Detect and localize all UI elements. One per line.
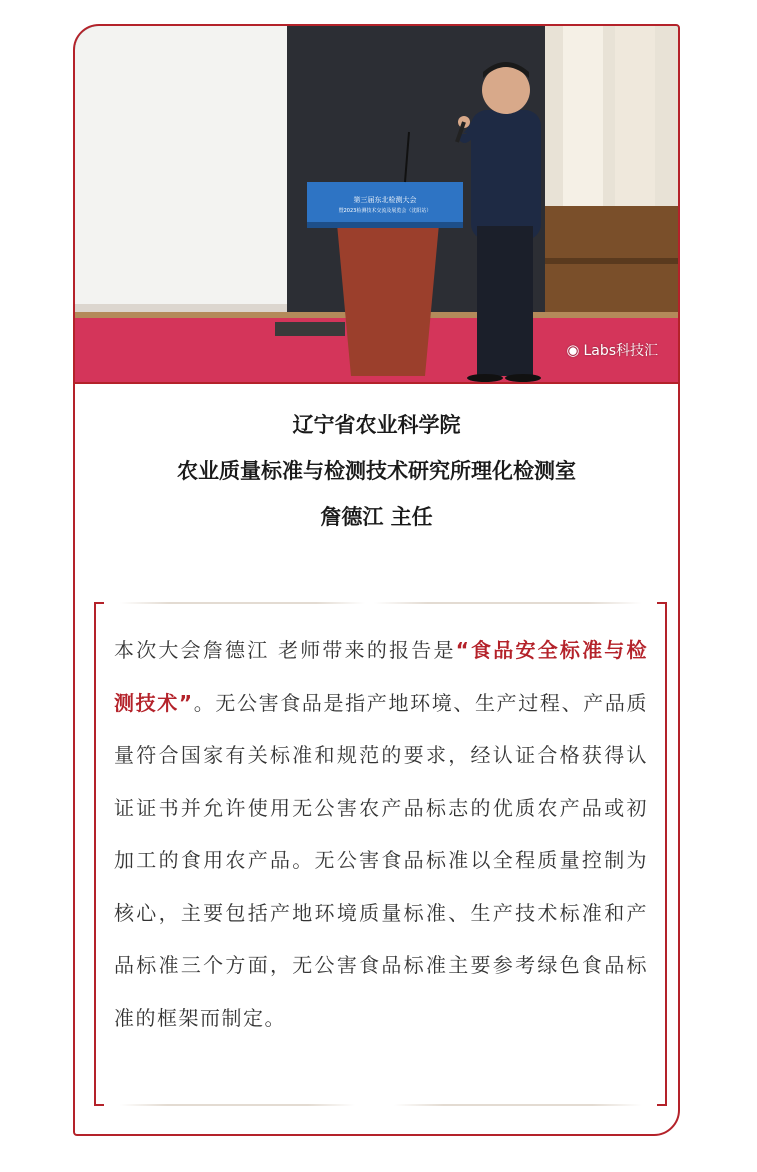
divider (75, 382, 678, 384)
frame-corner (94, 602, 104, 604)
watermark (566, 340, 658, 360)
report-description (114, 624, 648, 1044)
frame-right-border (665, 602, 667, 1106)
department-name: 农业质量标准与检测技术研究所理化检测室 (177, 459, 576, 483)
frame-corner (657, 602, 667, 604)
institute-name: 辽宁省农业科学院 (292, 413, 461, 437)
speaker-name: 詹德江 主任 (320, 505, 433, 529)
watermark-label: Labs科技汇 (583, 343, 658, 359)
podium-screen-text-1: 第三届东北检测大会 (353, 196, 417, 204)
wechat-icon: ◉ (566, 341, 580, 359)
frame-bottom-border (394, 1104, 642, 1106)
intro-text: 本次大会詹德江 老师带来的报告是 (114, 638, 456, 662)
frame-corner (94, 1104, 104, 1106)
speaker-photo (75, 26, 678, 382)
frame-left-border (94, 602, 96, 1106)
article-card (73, 24, 680, 1136)
description-text: 。无公害食品是指产地环境、生产过程、产品质量符合国家有关标准和规范的要求，经认证合格获得认证证书并允许使用无公害农产品标志的优质农产品或初加工的食用农产品。无公害食品标准以全程质量控制为核心，主要包括产地环境质量标准、生产技术标准和产品标准三个方面，无公害食品标准主要参考绿色食品标准的框架而制定。 (114, 690, 648, 1030)
frame-bottom-border (120, 1104, 355, 1106)
frame-top-border (374, 602, 642, 604)
podium-screen-text-2: 暨2023检测技术交流及展览会（沈阳站） (338, 208, 432, 214)
photo-illustration (75, 26, 678, 382)
report-title: “食品安全标准与检测技术” (114, 638, 648, 715)
speaker-caption (75, 402, 678, 540)
frame-top-border (120, 602, 365, 604)
frame-corner (657, 1104, 667, 1106)
